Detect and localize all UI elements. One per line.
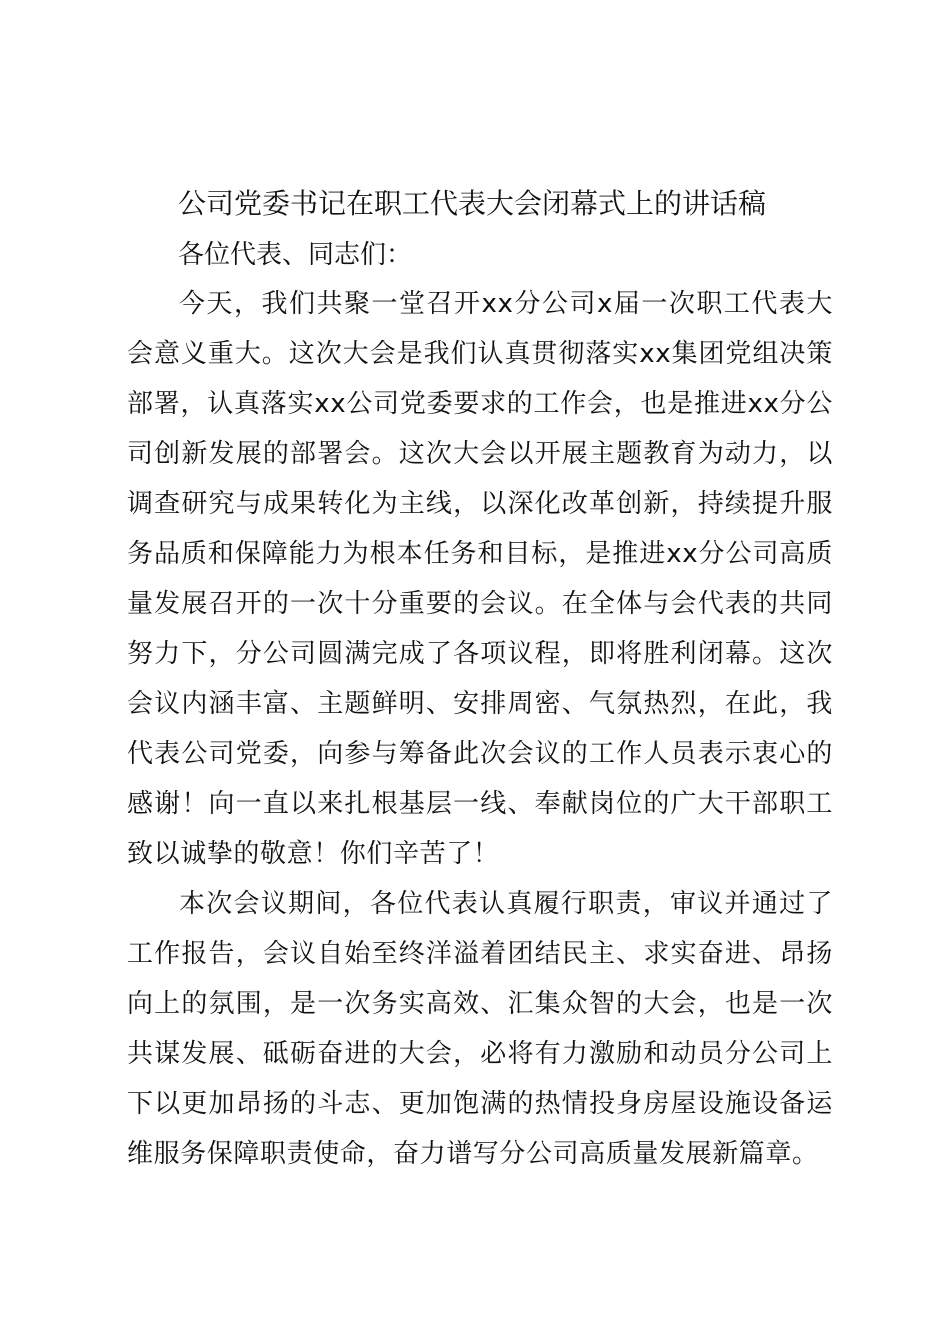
paragraph-2: 本次会议期间，各位代表认真履行职责，审议并通过了工作报告，会议自始至终洋溢着团结民主、求实奋进、昂扬向上的氛围，是一次务实高效、汇集众智的大会，也是一次共谋发展、砥砺奋进的大会，必将有力激励和动员分公司上下以更加昂扬的斗志、更加饱满的热情投身房屋设施设备运维服务保障职责使命，奋力谱写分公司高质量发展新篇章。 [127,889,833,1169]
salutation: 各位代表、同志们： [178,240,413,270]
paragraph-1: 今天，我们共聚一堂召开xx分公司x届一次职工代表大会意义重大。这次大会是我们认真贯彻落实xx集团党组决策部署，认真落实xx公司党委要求的工作会，也是推进xx分公司创新发展的部署会。这次大会以开展主题教育为动力，以调查研究与成果转化为主线，以深化改革创新，持续提升服务品质和保障能力为根本任务和目标，是推进xx分公司高质量发展召开的一次十分重要的会议。在全体与会代表的共同努力下，分公司圆满完成了各项议程，即将胜利闭幕。这次会议内涵丰富、主题鲜明、安排周密、气氛热烈，在此，我代表公司党委，向参与筹备此次会议的工作人员表示衷心的感谢！向一直以来扎根基层一线、奉献岗位的广大干部职工致以诚挚的敬意！你们辛苦了！ [127,289,833,869]
document-title: 公司党委书记在职工代表大会闭幕式上的讲话稿 [178,187,767,220]
